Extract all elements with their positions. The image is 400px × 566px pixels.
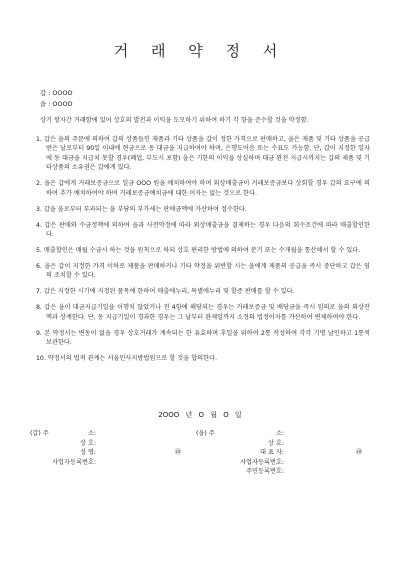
document-title: 거 래 약 정 서 — [113, 42, 287, 60]
sig-gap-address-row — [30, 429, 185, 439]
article-1: 1. 갑은 을의 주문에 의하여 갑의 상품들인 제품과 기타 상품을 갑이 정한 가격으로 판매하고, 을은 제품 및 기타 상품을 공급받은 날로부터 90일 이내에 현금으로 동 대금을 지급하여야 하며, 은행도어음 또는 수표도 가능함. 단, 갑이 지정한 일자에 동 대금을 지급치 못할 경우(폐업, 부도시 포함) 을은 기한의 이익을 상실하며 대금 완전 지급시까지는 갑의 제품 및 기타상품의 소유권은 갑에게 있다. — [36, 136, 370, 172]
sig-gap-name-label: 성 명: — [79, 449, 96, 457]
sig-eul-bizno-label: 사업자등록번호: — [240, 458, 284, 466]
sig-gap-prefix: (갑) 주 — [30, 430, 49, 437]
article-7: 7. 갑은 지정한 시기에 지정된 품목에 한하여 매출에누리, 특별에누리 및 할증 판매를 할 수 있다. — [36, 288, 295, 296]
contract-date: 2OOO 년 O 월 O 일 — [158, 411, 242, 419]
article-2: 2. 을은 갑에게 거래보증금으로 일금 OOO 원을 예치하여야 하며 외상매출금이 거래보증금보다 상회할 경우 갑의 요구에 의하여 추가 예치하여야 하며 거래보증금예치금에 대한 이자는 없는 것으로 한다. — [36, 180, 370, 197]
parties-block — [40, 88, 73, 110]
signature-block-eul — [196, 429, 366, 477]
articles-list — [36, 135, 370, 370]
sig-eul-prefix: (을) 주 — [196, 430, 215, 437]
sig-eul-ceo-label: 대 표 자: — [260, 449, 284, 457]
article-8: 8. 갑은 을이 대금지급기일을 이행치 않았거나 전 4항에 해당되는 경우는 거래보증금 및 배당금을 즉시 임의로 을의 외상잔액과 상계한다. 단, 동 지급기일이 경과한 경우는 그 날부터 완제일까지 소정의 법정이자를 가산하여 변제하여야 한다. — [36, 304, 370, 321]
party-gap: 갑 : OOOO — [40, 89, 73, 97]
article-3: 3. 갑을 울로부터 부과되는 을 부담의 부가세는 판매금액에 가산하여 접수한다. — [36, 205, 247, 213]
sig-eul-idno-label: 주민등록번호: — [246, 468, 284, 476]
article-9: 9. 본 약정서는 변동이 없을 경우 상호거래가 계속되는 한 유효하며 후일을 위하여 2통 작성하여 각각 기명 날인하고 1통씩 보관한다. — [36, 329, 370, 347]
sig-eul-idno-row — [196, 467, 366, 477]
sig-eul-address-row — [196, 429, 366, 439]
seal-icon: ㊞ — [355, 449, 363, 457]
article-10: 10. 약정서의 법적 관계는 서울민사지방법원으로 할 것을 합의한다. — [36, 355, 217, 363]
sig-eul-ceo-row — [196, 448, 366, 458]
sig-gap-company-row — [30, 439, 185, 449]
article-5: 5. 매출할인은 매월 수금시 하는 것을 원칙으로 하되 상호 편리한 방법에 의하여 분기 또는 수개월을 통산해서 할 수 있다. — [36, 247, 361, 255]
sig-gap-company-label: 상 호: — [79, 439, 96, 447]
sig-eul-address-label: 소: — [275, 430, 284, 437]
signature-block-gap — [30, 429, 185, 467]
sig-gap-bizno-row — [30, 458, 185, 468]
party-eul: 을 : OOOO — [40, 100, 73, 108]
article-6: 6. 을은 갑이 지정한 가격 이하로 제품을 판매하거나 기타 약정을 위반할 시는 을에게 제품의 공급을 즉시 중단하고 갑은 임의 조치할 수 있다. — [36, 263, 370, 280]
intro-paragraph: 상기 쌍자간 거래함에 있어 상호의 발전과 이익을 도모하기 위하여 하기 각 항을 준수할 것을 약정함. — [40, 117, 309, 124]
seal-icon: ㊞ — [174, 449, 182, 457]
sig-eul-company-label: 상 호: — [267, 439, 284, 447]
sig-gap-address-label: 소: — [87, 430, 96, 437]
sig-gap-bizno-label: 사업자등록번호: — [52, 458, 96, 466]
sig-eul-company-row — [196, 439, 366, 449]
article-4: 4. 갑은 판매와 수금정책에 의하여 을과 사전약정에 따라 외상매출금을 결제하는 경우 다음의 회수조건에 따라 매출할인한다. — [36, 221, 370, 239]
sig-eul-bizno-row — [196, 458, 366, 468]
sig-gap-name-row — [30, 448, 185, 458]
